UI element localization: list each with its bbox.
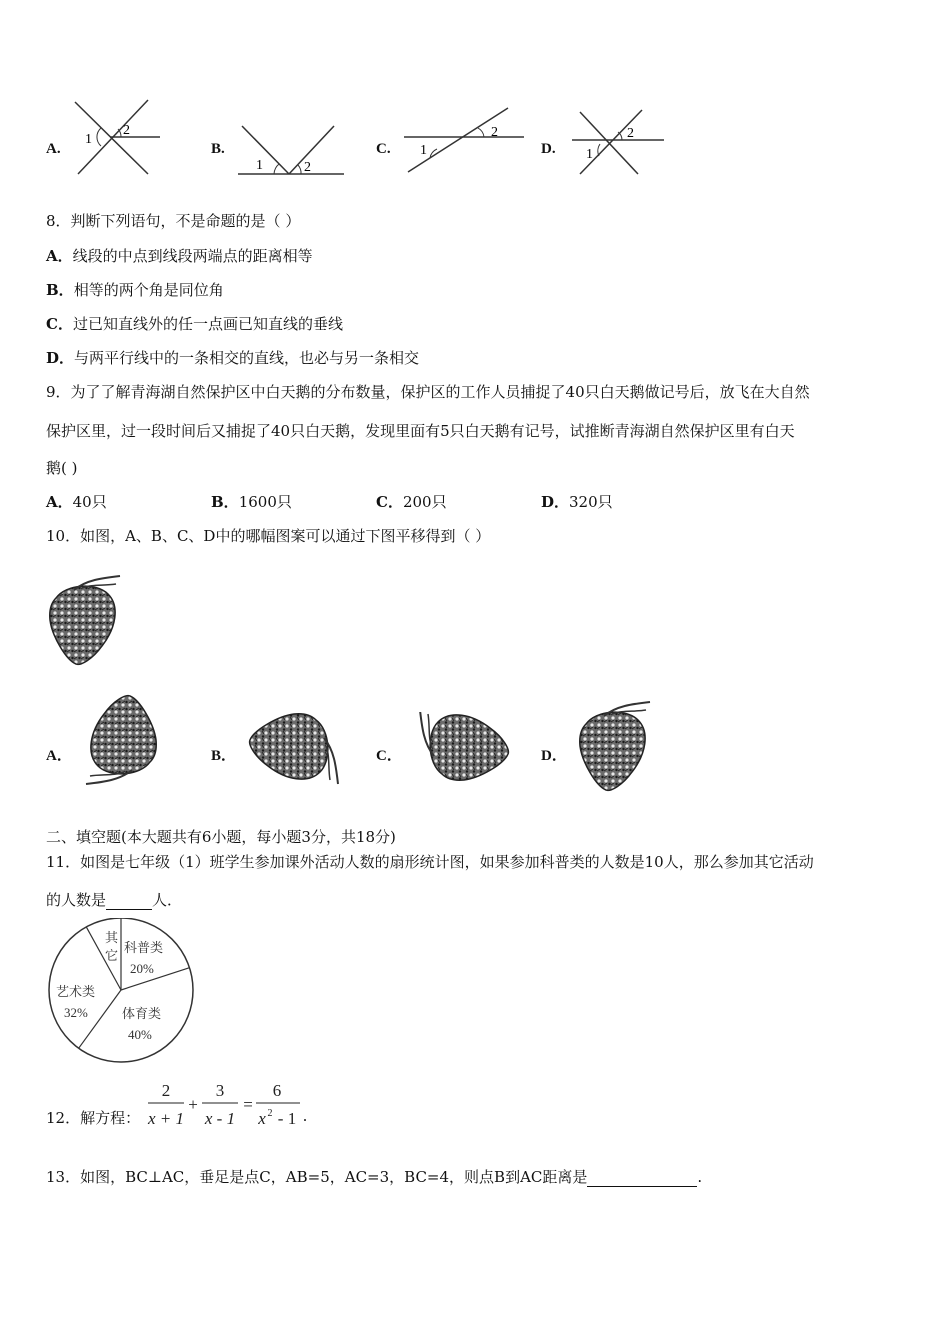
q10-figure-c: [416, 712, 512, 786]
svg-text:2: 2: [304, 160, 311, 175]
q8-stem: 8．判断下列语句，不是命题的是（ ）: [46, 212, 301, 230]
q11-answer-blank: [106, 891, 152, 910]
q12-stem: 12．解方程：: [46, 1109, 141, 1127]
q7-option-b-letter: B.: [211, 141, 225, 157]
svg-text:=: =: [243, 1095, 253, 1114]
svg-text:2: 2: [267, 1108, 273, 1119]
q7-figure-a: [68, 96, 163, 180]
pie-label-other-bottom: 它: [105, 948, 119, 963]
q9-option-b: B．1600只: [211, 493, 292, 511]
q10-option-a-letter: A．: [46, 748, 72, 764]
svg-text:x: x: [258, 1109, 266, 1128]
pie-percent-art: 32%: [64, 1005, 88, 1020]
q10-option-d-letter: D．: [541, 748, 567, 764]
svg-text:1: 1: [85, 132, 92, 147]
q8-option-b: B．相等的两个角是同位角: [46, 281, 224, 299]
q13-stem: 13．如图，BC⊥AC，垂足是点C，AB=5，AC=3，BC=4，则点B到AC距离是 .: [46, 1168, 703, 1186]
q7-option-d-letter: D.: [541, 141, 556, 157]
svg-text:1: 1: [256, 158, 263, 173]
svg-text:2: 2: [161, 1081, 171, 1100]
q10-figure-d: [574, 700, 658, 794]
svg-text:2: 2: [123, 123, 130, 138]
pie-label-art: 艺术类: [56, 984, 96, 999]
q7-figure-c: [400, 104, 528, 176]
q7-figure-d: [566, 106, 668, 178]
q8-option-c: C．过已知直线外的任一点画已知直线的垂线: [46, 315, 343, 333]
svg-text:2: 2: [491, 125, 498, 140]
svg-text:x + 1: x + 1: [147, 1109, 185, 1128]
svg-text:1: 1: [420, 143, 427, 158]
q10-option-b-letter: B．: [211, 748, 237, 764]
q10-figure-a: [82, 694, 164, 786]
pie-percent-science: 20%: [130, 961, 154, 976]
svg-text:6: 6: [272, 1081, 282, 1100]
svg-text:+: +: [188, 1095, 198, 1114]
q10-reference-strawberry: [44, 574, 128, 668]
svg-text:x - 1: x - 1: [204, 1109, 236, 1128]
q9-option-c: C．200只: [376, 493, 447, 511]
q9-option-a: A．40只: [46, 493, 107, 511]
svg-text:1: 1: [586, 147, 593, 162]
svg-text:2: 2: [627, 126, 634, 141]
q13-answer-blank: [587, 1168, 697, 1187]
svg-text:3: 3: [215, 1081, 225, 1100]
q9-stem-line3: 鹅( ): [46, 459, 78, 477]
q7-option-a-letter: A.: [46, 141, 61, 157]
section-2-title: 二、填空题(本大题共有6小题，每小题3分，共18分): [46, 828, 396, 846]
q11-stem-line1: 11．如图是七年级（1）班学生参加课外活动人数的扇形统计图，如果参加科普类的人数是10人，那么参加其它活动: [46, 853, 814, 871]
svg-text:- 1: - 1: [277, 1109, 297, 1128]
q9-option-d: D．320只: [541, 493, 613, 511]
pie-percent-sports: 40%: [128, 1027, 152, 1042]
q10-option-c-letter: C．: [376, 748, 402, 764]
q8-option-a: A．线段的中点到线段两端点的距离相等: [46, 247, 313, 265]
q12-equation: [140, 1076, 320, 1134]
q7-option-c-letter: C.: [376, 141, 391, 157]
pie-label-science: 科普类: [124, 940, 164, 955]
q8-option-d: D．与两平行线中的一条相交的直线，也必与另一条相交: [46, 349, 420, 367]
q10-figure-b: [238, 706, 350, 786]
pie-label-other-top: 其: [105, 930, 119, 945]
pie-label-sports: 体育类: [122, 1006, 162, 1021]
q9-stem-line1: 9．为了了解青海湖自然保护区中白天鹅的分布数量，保护区的工作人员捕捉了40只白天鹅做记号后，放飞在大自然: [46, 383, 810, 401]
svg-text:.: .: [302, 1106, 308, 1125]
q11-pie-chart: [44, 918, 198, 1068]
q10-stem: 10．如图，A、B、C、D中的哪幅图案可以通过下图平移得到（ ）: [46, 527, 491, 545]
q7-figure-b: [236, 120, 346, 178]
q11-stem-line2: 的人数是 人．: [46, 891, 183, 909]
q9-stem-line2: 保护区里，过一段时间后又捕捉了40只白天鹅，发现里面有5只白天鹅有记号，试推断青海湖自然保护区里有白天: [46, 422, 795, 440]
